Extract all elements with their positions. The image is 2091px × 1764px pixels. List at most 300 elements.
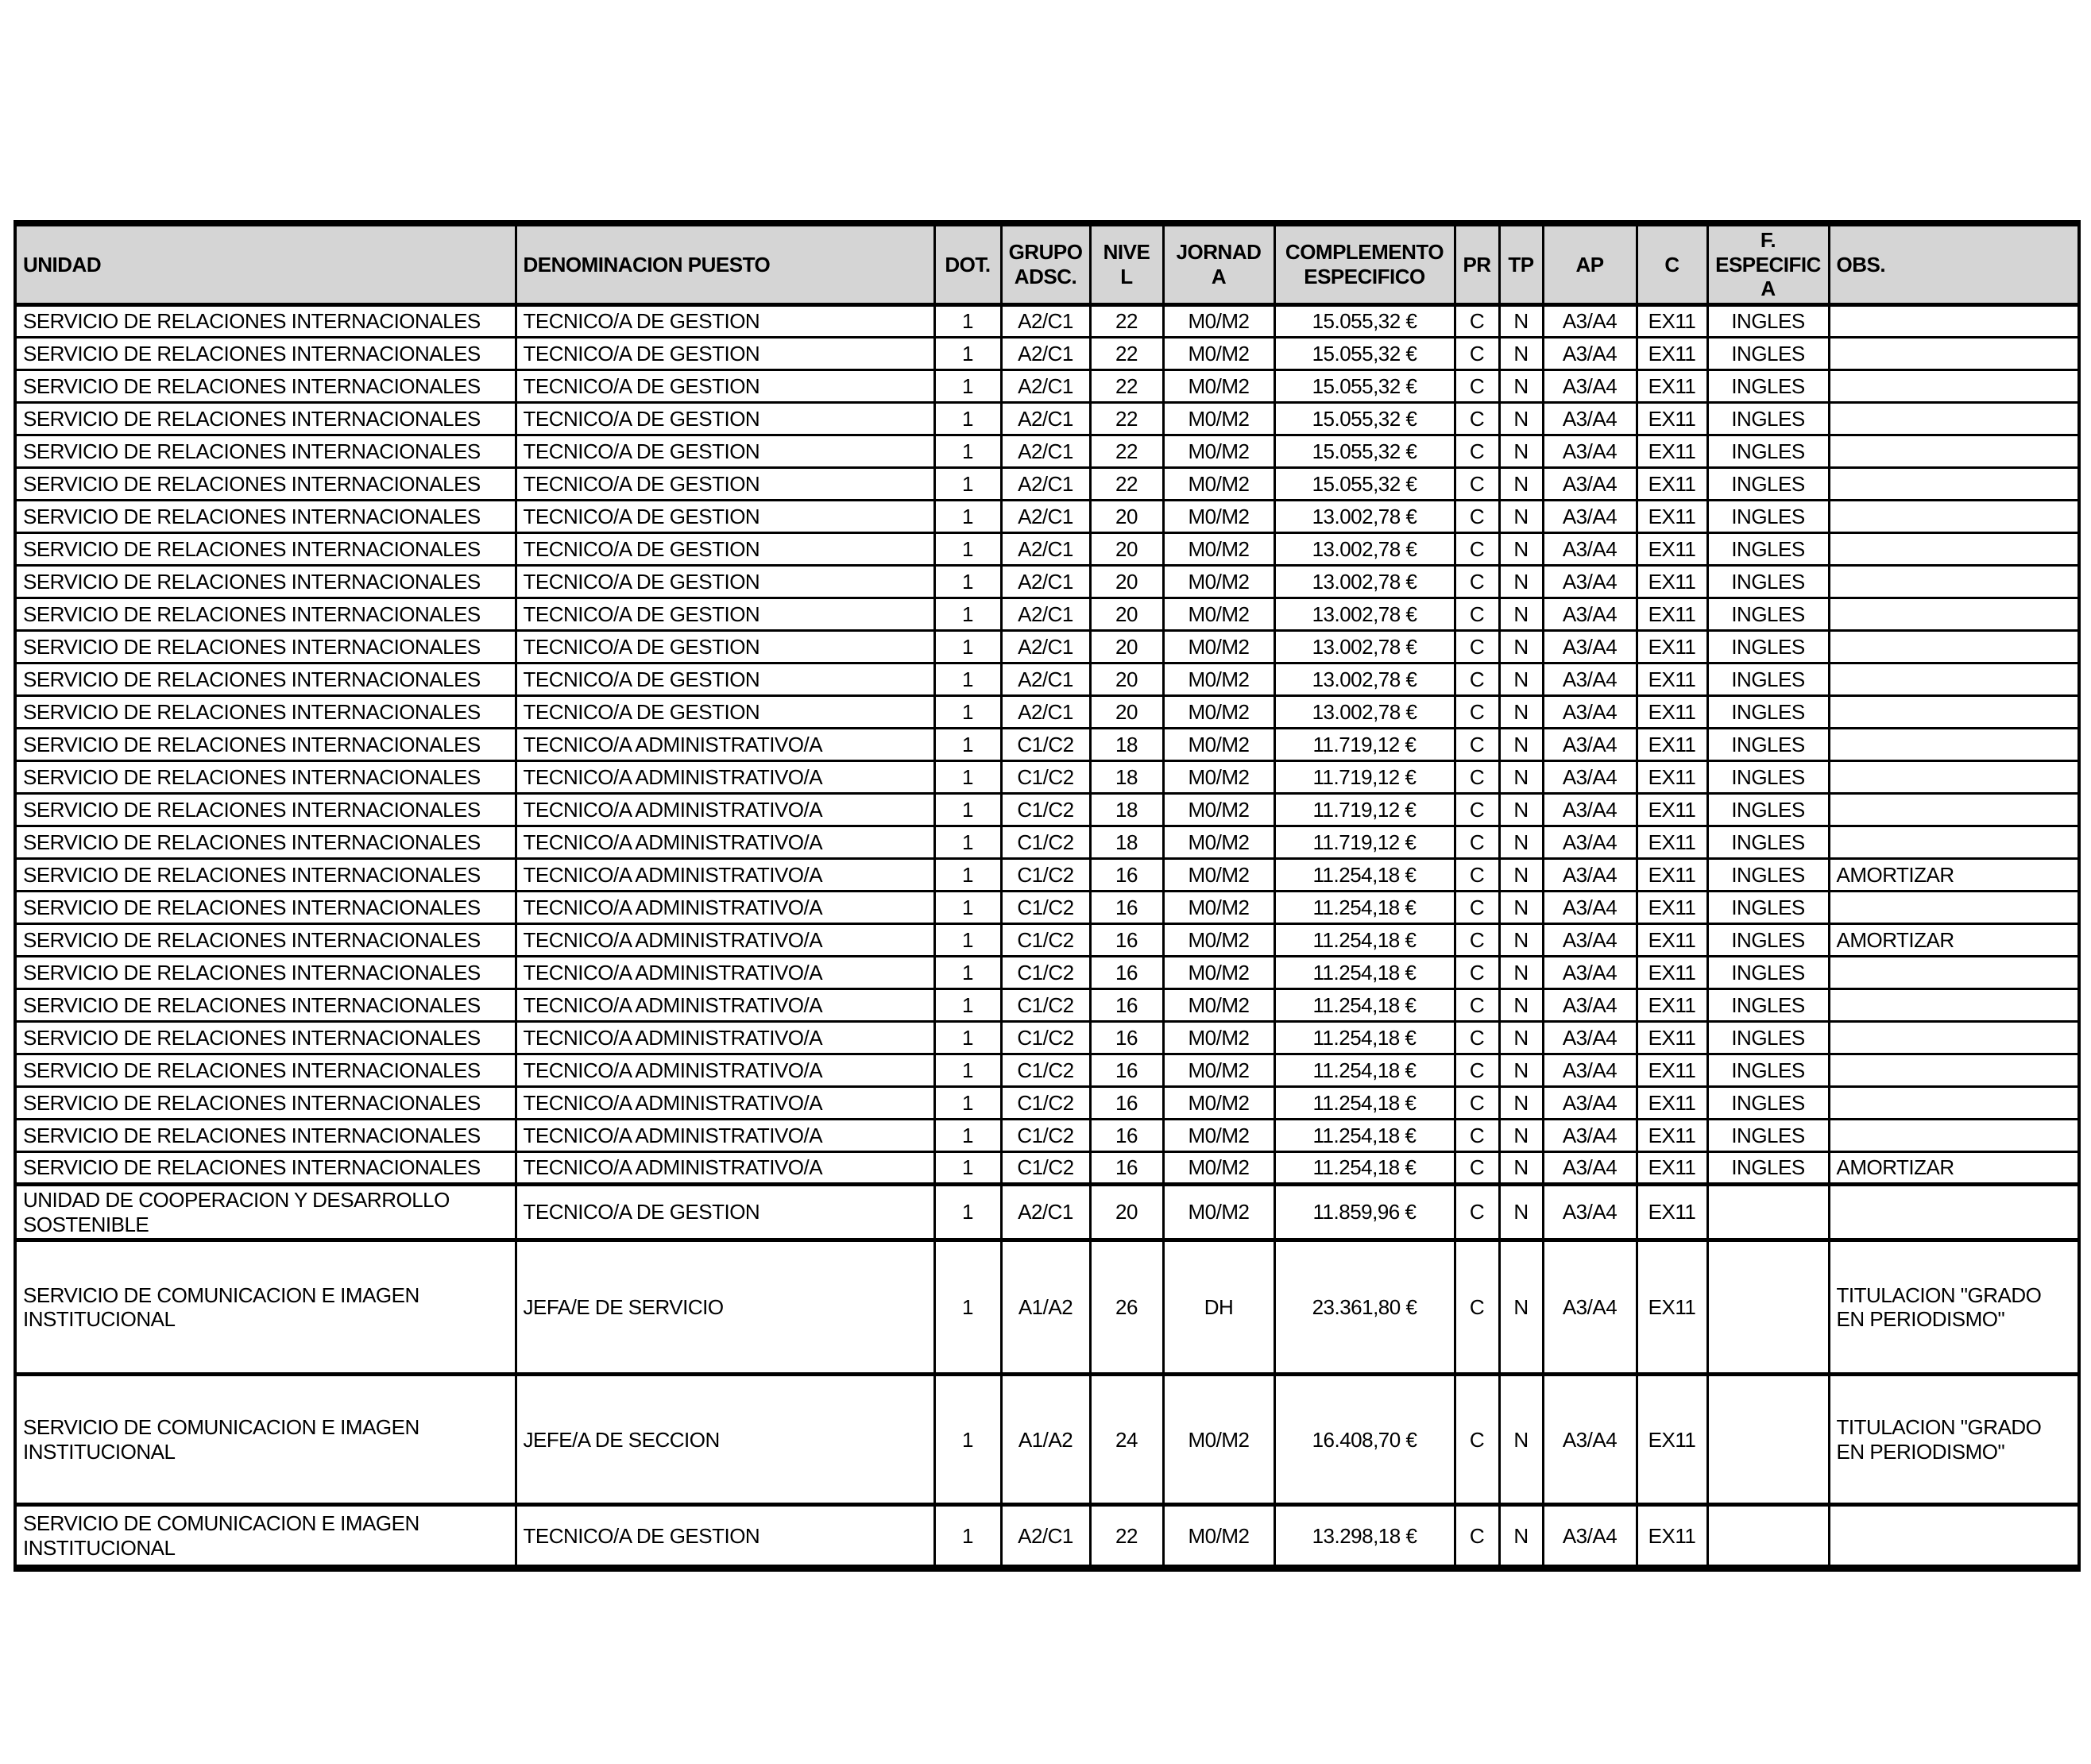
cell-pr: C xyxy=(1455,435,1499,468)
cell-tp: N xyxy=(1499,1087,1543,1120)
column-header-c: C xyxy=(1637,223,1707,305)
cell-jornada: M0/M2 xyxy=(1163,1152,1274,1185)
cell-unidad: SERVICIO DE RELACIONES INTERNACIONALES xyxy=(15,729,516,761)
cell-f-especifica: INGLES xyxy=(1707,859,1829,892)
cell-dot: 1 xyxy=(934,598,1001,631)
cell-jornada: M0/M2 xyxy=(1163,1054,1274,1087)
cell-pr: C xyxy=(1455,403,1499,435)
cell-dot: 1 xyxy=(934,1505,1001,1569)
cell-ap: A3/A4 xyxy=(1543,957,1637,989)
cell-dot: 1 xyxy=(934,859,1001,892)
cell-dot: 1 xyxy=(934,1185,1001,1240)
cell-grupo-adsc: C1/C2 xyxy=(1001,957,1090,989)
cell-obs xyxy=(1829,468,2079,501)
cell-denominacion-puesto: TECNICO/A DE GESTION xyxy=(516,663,934,696)
cell-ap: A3/A4 xyxy=(1543,598,1637,631)
cell-c: EX11 xyxy=(1637,566,1707,598)
cell-denominacion-puesto: TECNICO/A ADMINISTRATIVO/A xyxy=(516,794,934,826)
cell-obs xyxy=(1829,338,2079,370)
table-header-row xyxy=(15,223,2079,305)
cell-complemento-especifico: 11.254,18 € xyxy=(1274,924,1455,957)
cell-grupo-adsc: C1/C2 xyxy=(1001,892,1090,924)
cell-obs xyxy=(1829,794,2079,826)
cell-dot: 1 xyxy=(934,1375,1001,1505)
cell-obs xyxy=(1829,1087,2079,1120)
cell-unidad: SERVICIO DE RELACIONES INTERNACIONALES xyxy=(15,924,516,957)
cell-obs: AMORTIZAR xyxy=(1829,859,2079,892)
cell-nivel: 18 xyxy=(1090,826,1163,859)
cell-jornada: M0/M2 xyxy=(1163,761,1274,794)
cell-c: EX11 xyxy=(1637,663,1707,696)
cell-unidad: SERVICIO DE RELACIONES INTERNACIONALES xyxy=(15,1152,516,1185)
cell-dot: 1 xyxy=(934,403,1001,435)
cell-jornada: M0/M2 xyxy=(1163,533,1274,566)
column-header-pr: PR xyxy=(1455,223,1499,305)
cell-f-especifica: INGLES xyxy=(1707,501,1829,533)
cell-complemento-especifico: 13.002,78 € xyxy=(1274,533,1455,566)
table-row xyxy=(15,1185,2079,1240)
cell-dot: 1 xyxy=(934,1087,1001,1120)
cell-nivel: 20 xyxy=(1090,631,1163,663)
cell-nivel: 24 xyxy=(1090,1375,1163,1505)
cell-denominacion-puesto: TECNICO/A ADMINISTRATIVO/A xyxy=(516,1087,934,1120)
cell-jornada: M0/M2 xyxy=(1163,598,1274,631)
cell-denominacion-puesto: TECNICO/A DE GESTION xyxy=(516,696,934,729)
cell-denominacion-puesto: TECNICO/A ADMINISTRATIVO/A xyxy=(516,859,934,892)
table-row xyxy=(15,957,2079,989)
cell-c: EX11 xyxy=(1637,1120,1707,1152)
cell-tp: N xyxy=(1499,1054,1543,1087)
cell-grupo-adsc: A2/C1 xyxy=(1001,696,1090,729)
cell-unidad: SERVICIO DE RELACIONES INTERNACIONALES xyxy=(15,859,516,892)
cell-f-especifica: INGLES xyxy=(1707,663,1829,696)
cell-nivel: 16 xyxy=(1090,1054,1163,1087)
cell-dot: 1 xyxy=(934,338,1001,370)
cell-c: EX11 xyxy=(1637,1152,1707,1185)
column-header-complemento-especifico: COMPLEMENTO ESPECIFICO xyxy=(1274,223,1455,305)
cell-dot: 1 xyxy=(934,566,1001,598)
cell-denominacion-puesto: TECNICO/A ADMINISTRATIVO/A xyxy=(516,1054,934,1087)
cell-ap: A3/A4 xyxy=(1543,1022,1637,1054)
cell-dot: 1 xyxy=(934,663,1001,696)
table-row xyxy=(15,1087,2079,1120)
cell-nivel: 22 xyxy=(1090,435,1163,468)
cell-denominacion-puesto: TECNICO/A ADMINISTRATIVO/A xyxy=(516,1022,934,1054)
cell-obs xyxy=(1829,533,2079,566)
cell-unidad: SERVICIO DE RELACIONES INTERNACIONALES xyxy=(15,826,516,859)
cell-nivel: 20 xyxy=(1090,663,1163,696)
cell-grupo-adsc: C1/C2 xyxy=(1001,1054,1090,1087)
cell-nivel: 20 xyxy=(1090,1185,1163,1240)
cell-unidad: SERVICIO DE RELACIONES INTERNACIONALES xyxy=(15,370,516,403)
cell-ap: A3/A4 xyxy=(1543,533,1637,566)
cell-denominacion-puesto: TECNICO/A DE GESTION xyxy=(516,533,934,566)
cell-pr: C xyxy=(1455,989,1499,1022)
cell-unidad: SERVICIO DE RELACIONES INTERNACIONALES xyxy=(15,403,516,435)
cell-jornada: M0/M2 xyxy=(1163,794,1274,826)
cell-unidad: UNIDAD DE COOPERACION Y DESARROLLO SOSTENIBLE xyxy=(15,1185,516,1240)
cell-grupo-adsc: C1/C2 xyxy=(1001,1087,1090,1120)
cell-obs xyxy=(1829,663,2079,696)
cell-unidad: SERVICIO DE RELACIONES INTERNACIONALES xyxy=(15,338,516,370)
cell-f-especifica xyxy=(1707,1505,1829,1569)
cell-denominacion-puesto: TECNICO/A ADMINISTRATIVO/A xyxy=(516,924,934,957)
cell-obs xyxy=(1829,403,2079,435)
cell-pr: C xyxy=(1455,501,1499,533)
cell-dot: 1 xyxy=(934,435,1001,468)
cell-ap: A3/A4 xyxy=(1543,468,1637,501)
cell-obs xyxy=(1829,1022,2079,1054)
cell-dot: 1 xyxy=(934,696,1001,729)
cell-f-especifica: INGLES xyxy=(1707,305,1829,338)
cell-tp: N xyxy=(1499,1505,1543,1569)
cell-grupo-adsc: C1/C2 xyxy=(1001,729,1090,761)
table-row xyxy=(15,338,2079,370)
cell-c: EX11 xyxy=(1637,989,1707,1022)
cell-complemento-especifico: 11.719,12 € xyxy=(1274,794,1455,826)
cell-grupo-adsc: A2/C1 xyxy=(1001,501,1090,533)
cell-tp: N xyxy=(1499,989,1543,1022)
cell-pr: C xyxy=(1455,696,1499,729)
cell-complemento-especifico: 13.002,78 € xyxy=(1274,501,1455,533)
table-row xyxy=(15,761,2079,794)
cell-grupo-adsc: A2/C1 xyxy=(1001,1505,1090,1569)
cell-c: EX11 xyxy=(1637,859,1707,892)
cell-c: EX11 xyxy=(1637,794,1707,826)
cell-c: EX11 xyxy=(1637,338,1707,370)
cell-dot: 1 xyxy=(934,533,1001,566)
cell-tp: N xyxy=(1499,403,1543,435)
cell-denominacion-puesto: TECNICO/A ADMINISTRATIVO/A xyxy=(516,989,934,1022)
cell-pr: C xyxy=(1455,826,1499,859)
cell-complemento-especifico: 13.002,78 € xyxy=(1274,566,1455,598)
cell-f-especifica: INGLES xyxy=(1707,1054,1829,1087)
cell-dot: 1 xyxy=(934,1022,1001,1054)
cell-tp: N xyxy=(1499,1120,1543,1152)
cell-obs xyxy=(1829,370,2079,403)
cell-ap: A3/A4 xyxy=(1543,989,1637,1022)
cell-unidad: SERVICIO DE COMUNICACION E IMAGEN INSTITUCIONAL xyxy=(15,1375,516,1505)
cell-obs xyxy=(1829,1120,2079,1152)
cell-dot: 1 xyxy=(934,892,1001,924)
cell-pr: C xyxy=(1455,598,1499,631)
cell-jornada: M0/M2 xyxy=(1163,338,1274,370)
cell-jornada: M0/M2 xyxy=(1163,696,1274,729)
cell-nivel: 16 xyxy=(1090,989,1163,1022)
cell-jornada: M0/M2 xyxy=(1163,729,1274,761)
cell-pr: C xyxy=(1455,1185,1499,1240)
cell-grupo-adsc: C1/C2 xyxy=(1001,826,1090,859)
cell-complemento-especifico: 15.055,32 € xyxy=(1274,435,1455,468)
cell-complemento-especifico: 11.254,18 € xyxy=(1274,989,1455,1022)
cell-jornada: M0/M2 xyxy=(1163,566,1274,598)
cell-dot: 1 xyxy=(934,1054,1001,1087)
cell-f-especifica: INGLES xyxy=(1707,729,1829,761)
cell-c: EX11 xyxy=(1637,468,1707,501)
cell-ap: A3/A4 xyxy=(1543,696,1637,729)
cell-f-especifica: INGLES xyxy=(1707,957,1829,989)
cell-tp: N xyxy=(1499,859,1543,892)
cell-unidad: SERVICIO DE RELACIONES INTERNACIONALES xyxy=(15,696,516,729)
cell-complemento-especifico: 11.719,12 € xyxy=(1274,826,1455,859)
cell-jornada: M0/M2 xyxy=(1163,826,1274,859)
column-header-dot: DOT. xyxy=(934,223,1001,305)
cell-unidad: SERVICIO DE RELACIONES INTERNACIONALES xyxy=(15,468,516,501)
cell-unidad: SERVICIO DE RELACIONES INTERNACIONALES xyxy=(15,989,516,1022)
cell-c: EX11 xyxy=(1637,501,1707,533)
cell-c: EX11 xyxy=(1637,826,1707,859)
cell-grupo-adsc: A2/C1 xyxy=(1001,370,1090,403)
cell-complemento-especifico: 15.055,32 € xyxy=(1274,338,1455,370)
cell-ap: A3/A4 xyxy=(1543,338,1637,370)
cell-grupo-adsc: C1/C2 xyxy=(1001,794,1090,826)
cell-grupo-adsc: A2/C1 xyxy=(1001,305,1090,338)
cell-f-especifica: INGLES xyxy=(1707,598,1829,631)
cell-c: EX11 xyxy=(1637,1375,1707,1505)
cell-grupo-adsc: C1/C2 xyxy=(1001,1022,1090,1054)
table-header xyxy=(15,223,2079,305)
cell-dot: 1 xyxy=(934,1152,1001,1185)
cell-tp: N xyxy=(1499,1022,1543,1054)
cell-complemento-especifico: 11.254,18 € xyxy=(1274,1120,1455,1152)
table-row xyxy=(15,859,2079,892)
cell-jornada: M0/M2 xyxy=(1163,663,1274,696)
cell-tp: N xyxy=(1499,1240,1543,1375)
cell-jornada: M0/M2 xyxy=(1163,1022,1274,1054)
cell-f-especifica: INGLES xyxy=(1707,370,1829,403)
cell-obs: TITULACION "GRADO EN PERIODISMO" xyxy=(1829,1375,2079,1505)
cell-tp: N xyxy=(1499,1185,1543,1240)
cell-nivel: 16 xyxy=(1090,1120,1163,1152)
cell-denominacion-puesto: TECNICO/A ADMINISTRATIVO/A xyxy=(516,1152,934,1185)
cell-nivel: 22 xyxy=(1090,1505,1163,1569)
cell-pr: C xyxy=(1455,370,1499,403)
cell-obs xyxy=(1829,892,2079,924)
cell-ap: A3/A4 xyxy=(1543,305,1637,338)
cell-f-especifica: INGLES xyxy=(1707,1152,1829,1185)
cell-c: EX11 xyxy=(1637,435,1707,468)
cell-denominacion-puesto: TECNICO/A ADMINISTRATIVO/A xyxy=(516,1120,934,1152)
cell-tp: N xyxy=(1499,1375,1543,1505)
cell-grupo-adsc: A2/C1 xyxy=(1001,533,1090,566)
cell-ap: A3/A4 xyxy=(1543,1240,1637,1375)
cell-dot: 1 xyxy=(934,924,1001,957)
cell-unidad: SERVICIO DE COMUNICACION E IMAGEN INSTITUCIONAL xyxy=(15,1505,516,1569)
cell-denominacion-puesto: JEFA/E DE SERVICIO xyxy=(516,1240,934,1375)
table-body xyxy=(15,305,2079,1569)
cell-f-especifica xyxy=(1707,1185,1829,1240)
cell-unidad: SERVICIO DE RELACIONES INTERNACIONALES xyxy=(15,1022,516,1054)
cell-pr: C xyxy=(1455,663,1499,696)
cell-complemento-especifico: 11.254,18 € xyxy=(1274,859,1455,892)
cell-tp: N xyxy=(1499,957,1543,989)
cell-grupo-adsc: A2/C1 xyxy=(1001,598,1090,631)
cell-complemento-especifico: 11.254,18 € xyxy=(1274,1054,1455,1087)
cell-jornada: M0/M2 xyxy=(1163,1185,1274,1240)
cell-tp: N xyxy=(1499,631,1543,663)
cell-f-especifica: INGLES xyxy=(1707,533,1829,566)
cell-f-especifica xyxy=(1707,1375,1829,1505)
cell-complemento-especifico: 13.002,78 € xyxy=(1274,631,1455,663)
cell-dot: 1 xyxy=(934,1240,1001,1375)
cell-ap: A3/A4 xyxy=(1543,826,1637,859)
cell-pr: C xyxy=(1455,1087,1499,1120)
cell-nivel: 20 xyxy=(1090,501,1163,533)
cell-nivel: 22 xyxy=(1090,403,1163,435)
cell-grupo-adsc: C1/C2 xyxy=(1001,924,1090,957)
cell-unidad: SERVICIO DE RELACIONES INTERNACIONALES xyxy=(15,435,516,468)
cell-jornada: M0/M2 xyxy=(1163,501,1274,533)
cell-tp: N xyxy=(1499,338,1543,370)
cell-pr: C xyxy=(1455,859,1499,892)
cell-nivel: 20 xyxy=(1090,696,1163,729)
table-row xyxy=(15,468,2079,501)
cell-nivel: 16 xyxy=(1090,892,1163,924)
cell-obs xyxy=(1829,631,2079,663)
column-header-denominacion-puesto: DENOMINACION PUESTO xyxy=(516,223,934,305)
cell-jornada: M0/M2 xyxy=(1163,1120,1274,1152)
cell-f-especifica: INGLES xyxy=(1707,403,1829,435)
cell-complemento-especifico: 13.002,78 € xyxy=(1274,696,1455,729)
cell-obs xyxy=(1829,957,2079,989)
cell-grupo-adsc: A2/C1 xyxy=(1001,566,1090,598)
cell-tp: N xyxy=(1499,663,1543,696)
cell-unidad: SERVICIO DE RELACIONES INTERNACIONALES xyxy=(15,957,516,989)
cell-f-especifica: INGLES xyxy=(1707,794,1829,826)
cell-obs xyxy=(1829,1054,2079,1087)
cell-jornada: M0/M2 xyxy=(1163,892,1274,924)
cell-unidad: SERVICIO DE RELACIONES INTERNACIONALES xyxy=(15,794,516,826)
cell-nivel: 16 xyxy=(1090,1087,1163,1120)
cell-ap: A3/A4 xyxy=(1543,924,1637,957)
table-row xyxy=(15,989,2079,1022)
cell-complemento-especifico: 11.254,18 € xyxy=(1274,1022,1455,1054)
cell-nivel: 16 xyxy=(1090,957,1163,989)
cell-obs xyxy=(1829,501,2079,533)
cell-f-especifica: INGLES xyxy=(1707,826,1829,859)
column-header-jornada: JORNADA xyxy=(1163,223,1274,305)
cell-c: EX11 xyxy=(1637,1087,1707,1120)
cell-unidad: SERVICIO DE RELACIONES INTERNACIONALES xyxy=(15,892,516,924)
cell-grupo-adsc: C1/C2 xyxy=(1001,989,1090,1022)
cell-dot: 1 xyxy=(934,631,1001,663)
table-row xyxy=(15,1152,2079,1185)
cell-jornada: M0/M2 xyxy=(1163,370,1274,403)
cell-nivel: 22 xyxy=(1090,305,1163,338)
cell-pr: C xyxy=(1455,1054,1499,1087)
cell-tp: N xyxy=(1499,892,1543,924)
cell-jornada: M0/M2 xyxy=(1163,957,1274,989)
cell-tp: N xyxy=(1499,501,1543,533)
cell-tp: N xyxy=(1499,794,1543,826)
cell-obs: TITULACION "GRADO EN PERIODISMO" xyxy=(1829,1240,2079,1375)
cell-denominacion-puesto: TECNICO/A ADMINISTRATIVO/A xyxy=(516,761,934,794)
cell-jornada: M0/M2 xyxy=(1163,468,1274,501)
cell-grupo-adsc: C1/C2 xyxy=(1001,1152,1090,1185)
cell-tp: N xyxy=(1499,435,1543,468)
cell-f-especifica: INGLES xyxy=(1707,468,1829,501)
cell-obs: AMORTIZAR xyxy=(1829,1152,2079,1185)
cell-nivel: 16 xyxy=(1090,859,1163,892)
table-row xyxy=(15,566,2079,598)
cell-complemento-especifico: 13.002,78 € xyxy=(1274,598,1455,631)
cell-pr: C xyxy=(1455,566,1499,598)
cell-tp: N xyxy=(1499,305,1543,338)
table-row xyxy=(15,305,2079,338)
cell-jornada: M0/M2 xyxy=(1163,989,1274,1022)
cell-pr: C xyxy=(1455,924,1499,957)
column-header-ap: AP xyxy=(1543,223,1637,305)
table-row xyxy=(15,1120,2079,1152)
cell-c: EX11 xyxy=(1637,924,1707,957)
cell-f-especifica: INGLES xyxy=(1707,435,1829,468)
cell-ap: A3/A4 xyxy=(1543,1054,1637,1087)
cell-grupo-adsc: A2/C1 xyxy=(1001,663,1090,696)
cell-complemento-especifico: 11.254,18 € xyxy=(1274,1087,1455,1120)
cell-f-especifica: INGLES xyxy=(1707,631,1829,663)
cell-denominacion-puesto: TECNICO/A ADMINISTRATIVO/A xyxy=(516,729,934,761)
cell-grupo-adsc: A2/C1 xyxy=(1001,338,1090,370)
cell-unidad: SERVICIO DE RELACIONES INTERNACIONALES xyxy=(15,631,516,663)
table-row xyxy=(15,1022,2079,1054)
table-row xyxy=(15,1054,2079,1087)
cell-nivel: 20 xyxy=(1090,533,1163,566)
cell-dot: 1 xyxy=(934,501,1001,533)
table-row xyxy=(15,663,2079,696)
cell-f-especifica: INGLES xyxy=(1707,989,1829,1022)
cell-obs: AMORTIZAR xyxy=(1829,924,2079,957)
cell-c: EX11 xyxy=(1637,403,1707,435)
cell-pr: C xyxy=(1455,892,1499,924)
table-row xyxy=(15,924,2079,957)
cell-ap: A3/A4 xyxy=(1543,794,1637,826)
cell-tp: N xyxy=(1499,370,1543,403)
cell-unidad: SERVICIO DE COMUNICACION E IMAGEN INSTITUCIONAL xyxy=(15,1240,516,1375)
cell-ap: A3/A4 xyxy=(1543,859,1637,892)
cell-obs xyxy=(1829,826,2079,859)
cell-denominacion-puesto: TECNICO/A DE GESTION xyxy=(516,305,934,338)
cell-obs xyxy=(1829,1505,2079,1569)
cell-c: EX11 xyxy=(1637,957,1707,989)
cell-dot: 1 xyxy=(934,305,1001,338)
column-header-grupo-adsc: GRUPO ADSC. xyxy=(1001,223,1090,305)
cell-pr: C xyxy=(1455,1120,1499,1152)
cell-c: EX11 xyxy=(1637,305,1707,338)
cell-nivel: 26 xyxy=(1090,1240,1163,1375)
table-row xyxy=(15,892,2079,924)
cell-c: EX11 xyxy=(1637,729,1707,761)
cell-tp: N xyxy=(1499,729,1543,761)
cell-f-especifica: INGLES xyxy=(1707,1087,1829,1120)
cell-denominacion-puesto: TECNICO/A DE GESTION xyxy=(516,598,934,631)
cell-f-especifica: INGLES xyxy=(1707,338,1829,370)
cell-obs xyxy=(1829,435,2079,468)
cell-ap: A3/A4 xyxy=(1543,1152,1637,1185)
cell-tp: N xyxy=(1499,696,1543,729)
cell-tp: N xyxy=(1499,826,1543,859)
cell-tp: N xyxy=(1499,1152,1543,1185)
table-row xyxy=(15,1240,2079,1375)
cell-grupo-adsc: C1/C2 xyxy=(1001,859,1090,892)
cell-grupo-adsc: A1/A2 xyxy=(1001,1375,1090,1505)
cell-obs xyxy=(1829,305,2079,338)
cell-jornada: M0/M2 xyxy=(1163,403,1274,435)
cell-grupo-adsc: A2/C1 xyxy=(1001,1185,1090,1240)
cell-denominacion-puesto: TECNICO/A DE GESTION xyxy=(516,566,934,598)
cell-complemento-especifico: 23.361,80 € xyxy=(1274,1240,1455,1375)
table-row xyxy=(15,794,2079,826)
cell-unidad: SERVICIO DE RELACIONES INTERNACIONALES xyxy=(15,598,516,631)
